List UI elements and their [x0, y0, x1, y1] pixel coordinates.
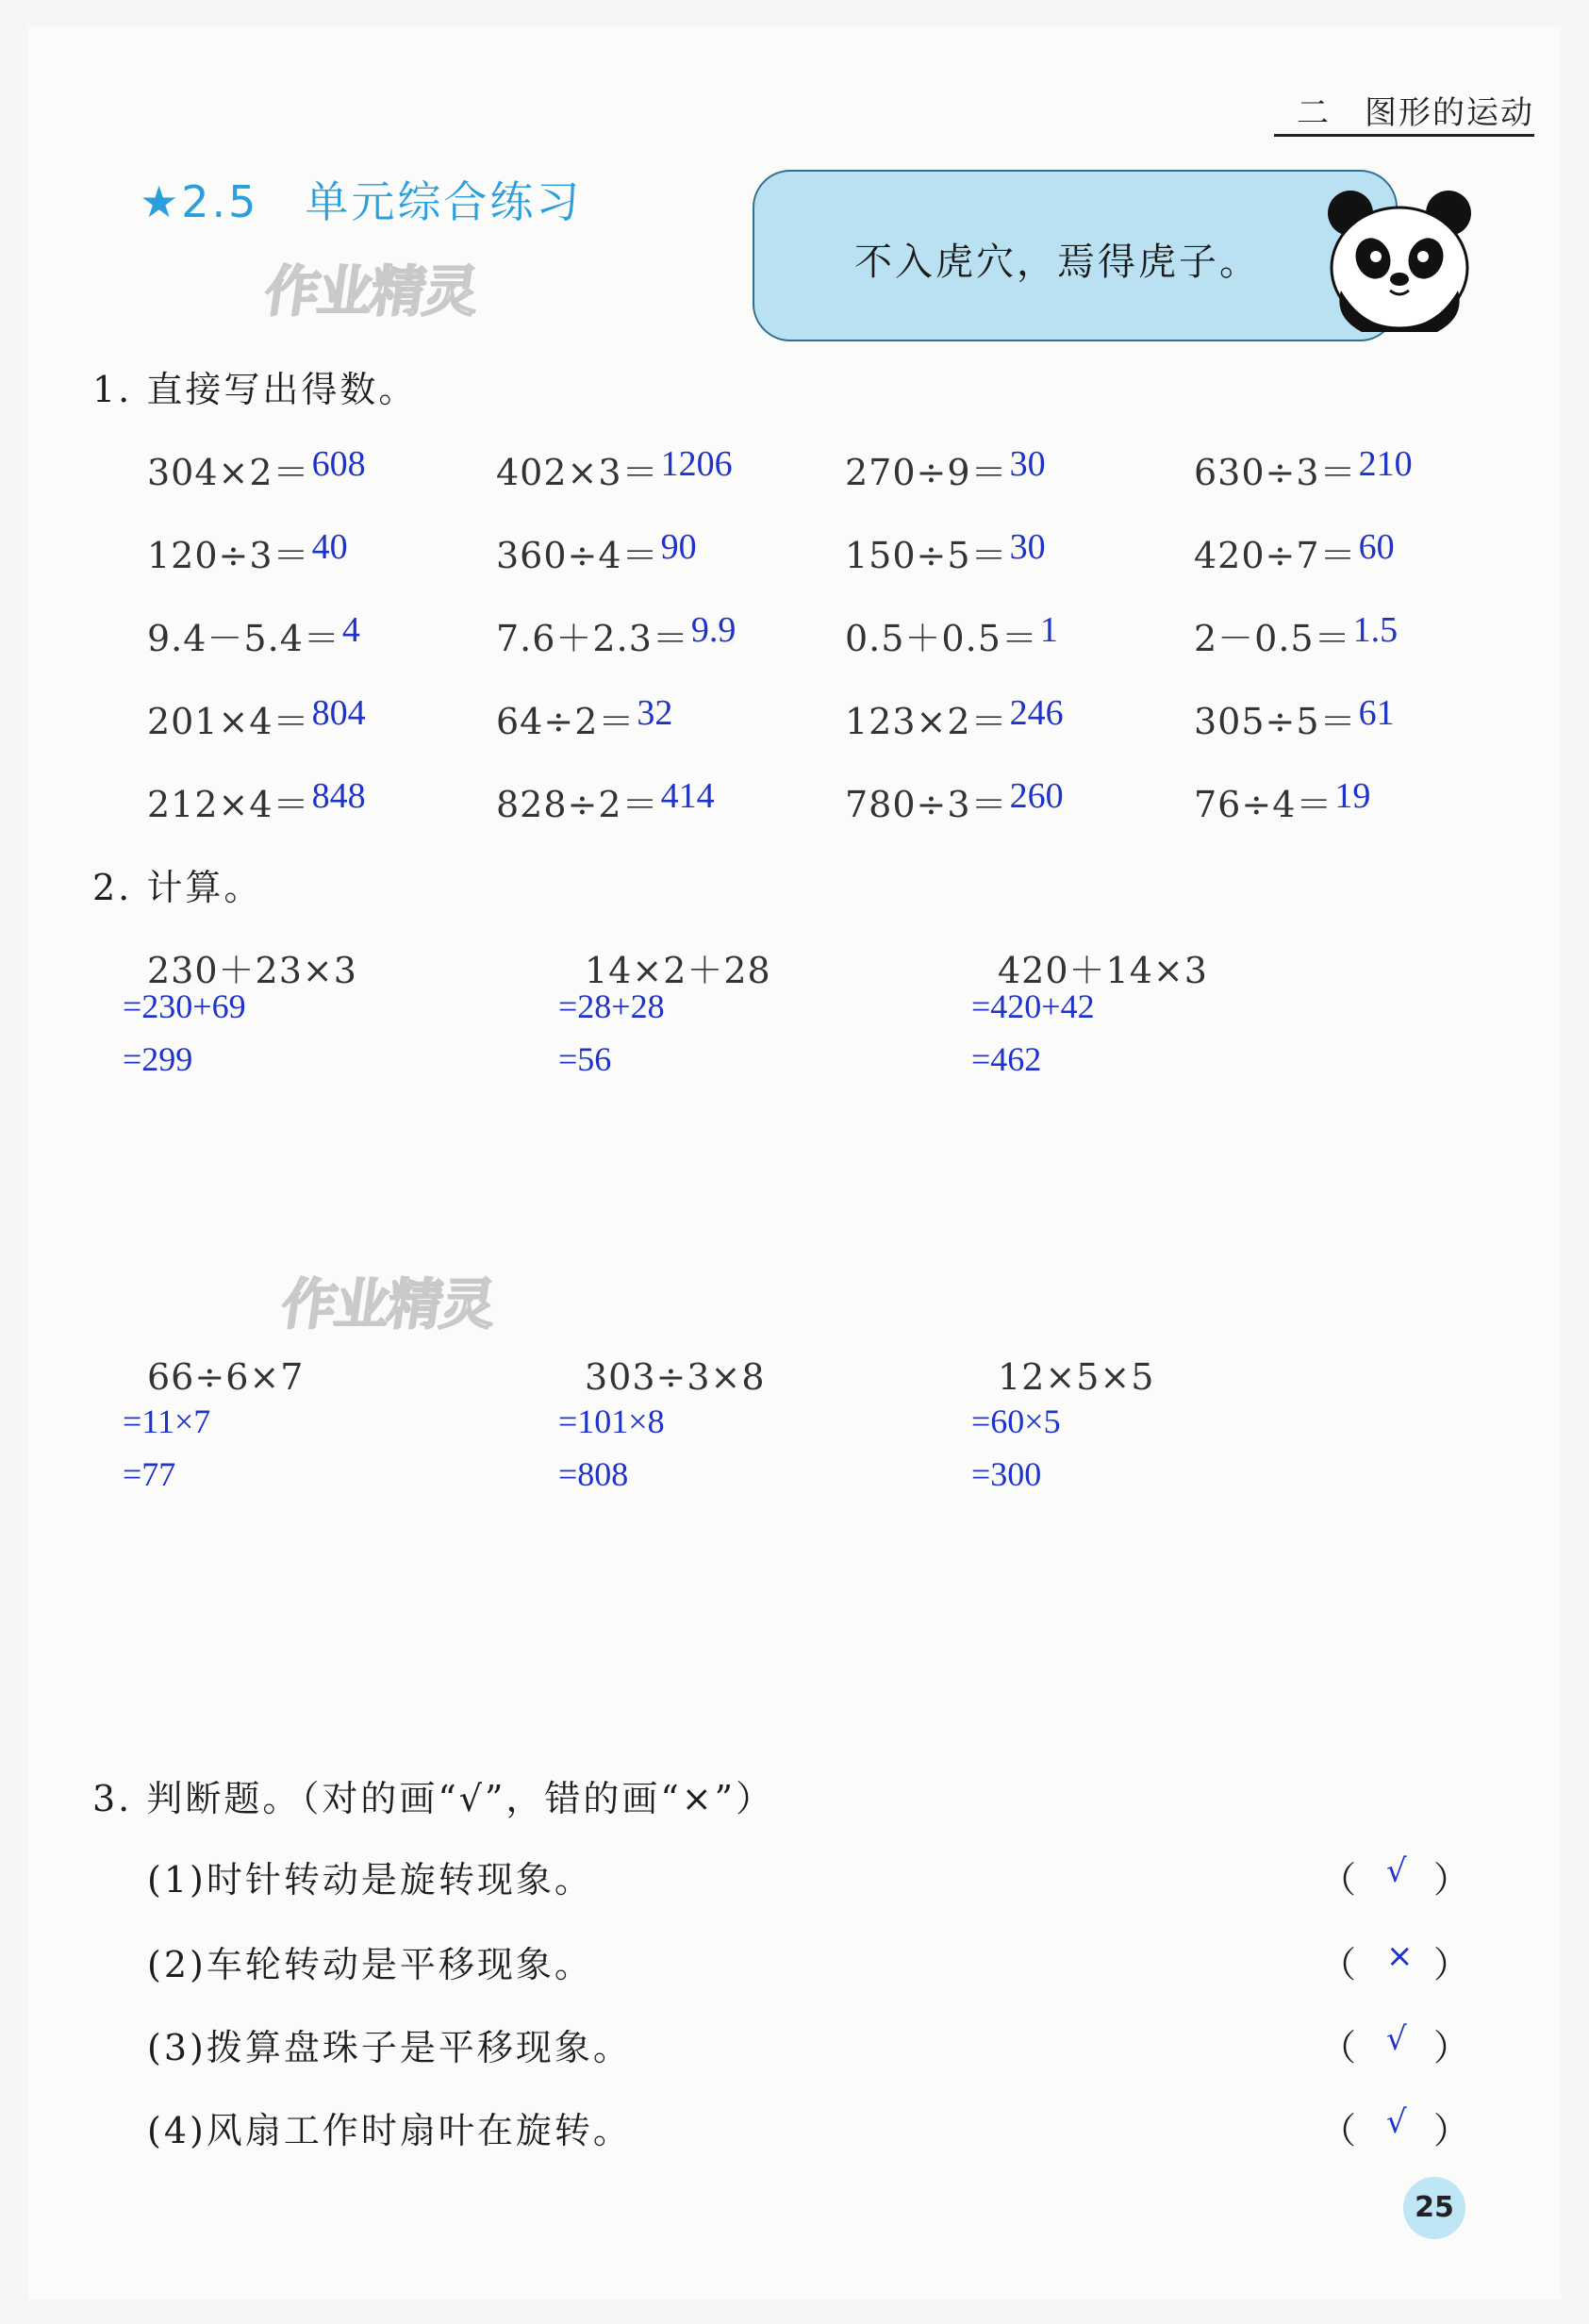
judge-mark: √	[1386, 2020, 1407, 2058]
paren-open: （	[1320, 1859, 1357, 1901]
mental-math-expression: 270÷9＝	[845, 452, 1008, 493]
mental-math-answer: 608	[311, 444, 366, 484]
mental-math-expression: 630÷3＝	[1194, 452, 1357, 493]
mental-math-answer: 19	[1334, 776, 1371, 816]
calc-step: =56	[558, 1040, 612, 1078]
mental-math-answer: 4	[341, 610, 360, 650]
calc-step: =60×5	[971, 1403, 1061, 1440]
mental-math-answer: 260	[1009, 776, 1064, 816]
calc-expression: 230＋23×3	[147, 950, 357, 991]
mental-math-expression: 76÷4＝	[1194, 784, 1333, 825]
judge-statement: (4)风扇工作时扇叶在旋转。	[147, 2110, 632, 2151]
mental-math-answer: 40	[311, 527, 348, 567]
calc-step: =462	[971, 1040, 1042, 1078]
mental-math-expression: 9.4－5.4＝	[147, 618, 340, 659]
watermark: 作业精灵	[277, 1272, 499, 1336]
mental-math-answer: 1.5	[1352, 610, 1399, 650]
calc-step: =101×8	[558, 1403, 665, 1440]
mental-math-answer: 246	[1009, 693, 1064, 733]
paren-close: ）	[1433, 1859, 1470, 1901]
calc-step: =28+28	[558, 988, 665, 1025]
judge-mark: √	[1386, 2103, 1407, 2141]
mental-math-expression: 120÷3＝	[147, 535, 310, 576]
mental-math-answer: 30	[1009, 527, 1046, 567]
judge-statement: (3)拨算盘珠子是平移现象。	[147, 2027, 632, 2068]
mental-math-answer: 1	[1039, 610, 1058, 650]
mental-math-expression: 420÷7＝	[1194, 535, 1357, 576]
mental-math-answer: 30	[1009, 444, 1046, 484]
mental-math-expression: 201×4＝	[147, 701, 310, 742]
paren-close: ）	[1433, 1944, 1470, 1985]
mental-math-expression: 305÷5＝	[1194, 701, 1357, 742]
mental-math-answer: 1206	[660, 444, 733, 484]
calc-expression: 14×2＋28	[585, 950, 771, 991]
q3-title: 3. 判断题。（对的画“√”，错的画“×”）	[92, 1778, 775, 1819]
proverb-text: 不入虎穴，焉得虎子。	[854, 241, 1260, 284]
paren-open: （	[1320, 2027, 1357, 2068]
section-title: ★2.5 单元综合练习	[140, 176, 583, 227]
calc-step: =299	[123, 1040, 193, 1078]
mental-math-answer: 60	[1358, 527, 1395, 567]
mental-math-expression: 212×4＝	[147, 784, 310, 825]
mental-math-expression: 0.5＋0.5＝	[845, 618, 1038, 659]
mental-math-answer: 9.9	[690, 610, 737, 650]
judge-statement: (2)车轮转动是平移现象。	[147, 1944, 593, 1985]
mental-math-expression: 360÷4＝	[496, 535, 659, 576]
paren-close: ）	[1433, 2110, 1470, 2151]
mental-math-expression: 780÷3＝	[845, 784, 1008, 825]
mental-math-answer: 90	[660, 527, 697, 567]
mental-math-answer: 32	[637, 693, 673, 733]
mental-math-expression: 402×3＝	[496, 452, 659, 493]
mental-math-expression: 64÷2＝	[496, 701, 636, 742]
paren-open: （	[1320, 2110, 1357, 2151]
paren-close: ）	[1433, 2027, 1470, 2068]
q2-title: 2. 计算。	[92, 867, 263, 908]
calc-expression: 303÷3×8	[585, 1356, 766, 1398]
mental-math-answer: 210	[1358, 444, 1413, 484]
judge-statement: (1)时针转动是旋转现象。	[147, 1859, 593, 1901]
mental-math-answer: 804	[311, 693, 366, 733]
mental-math-expression: 150÷5＝	[845, 535, 1008, 576]
mental-math-expression: 123×2＝	[845, 701, 1008, 742]
chapter-title: 二 图形的运动	[1297, 94, 1534, 132]
mental-math-answer: 848	[311, 776, 366, 816]
judge-mark: √	[1386, 1852, 1407, 1890]
page-number: 25	[1403, 2177, 1465, 2239]
chapter-underline	[1274, 134, 1534, 137]
calc-step: =77	[123, 1455, 176, 1493]
judge-mark: ×	[1386, 1937, 1414, 1975]
panda-icon	[1324, 185, 1475, 336]
mental-math-expression: 7.6＋2.3＝	[496, 618, 689, 659]
mental-math-answer: 414	[660, 776, 715, 816]
paren-open: （	[1320, 1944, 1357, 1985]
q1-title: 1. 直接写出得数。	[92, 369, 418, 410]
mental-math-expression: 304×2＝	[147, 452, 310, 493]
watermark: 作业精灵	[260, 259, 482, 324]
mental-math-expression: 828÷2＝	[496, 784, 659, 825]
calc-step: =420+42	[971, 988, 1095, 1025]
calc-expression: 420＋14×3	[998, 950, 1208, 991]
calc-expression: 66÷6×7	[147, 1356, 305, 1398]
calc-step: =11×7	[123, 1403, 211, 1440]
calc-step: =808	[558, 1455, 629, 1493]
calc-step: =230+69	[123, 988, 246, 1025]
mental-math-answer: 61	[1358, 693, 1395, 733]
calc-step: =300	[971, 1455, 1042, 1493]
mental-math-expression: 2－0.5＝	[1194, 618, 1351, 659]
calc-expression: 12×5×5	[998, 1356, 1155, 1398]
